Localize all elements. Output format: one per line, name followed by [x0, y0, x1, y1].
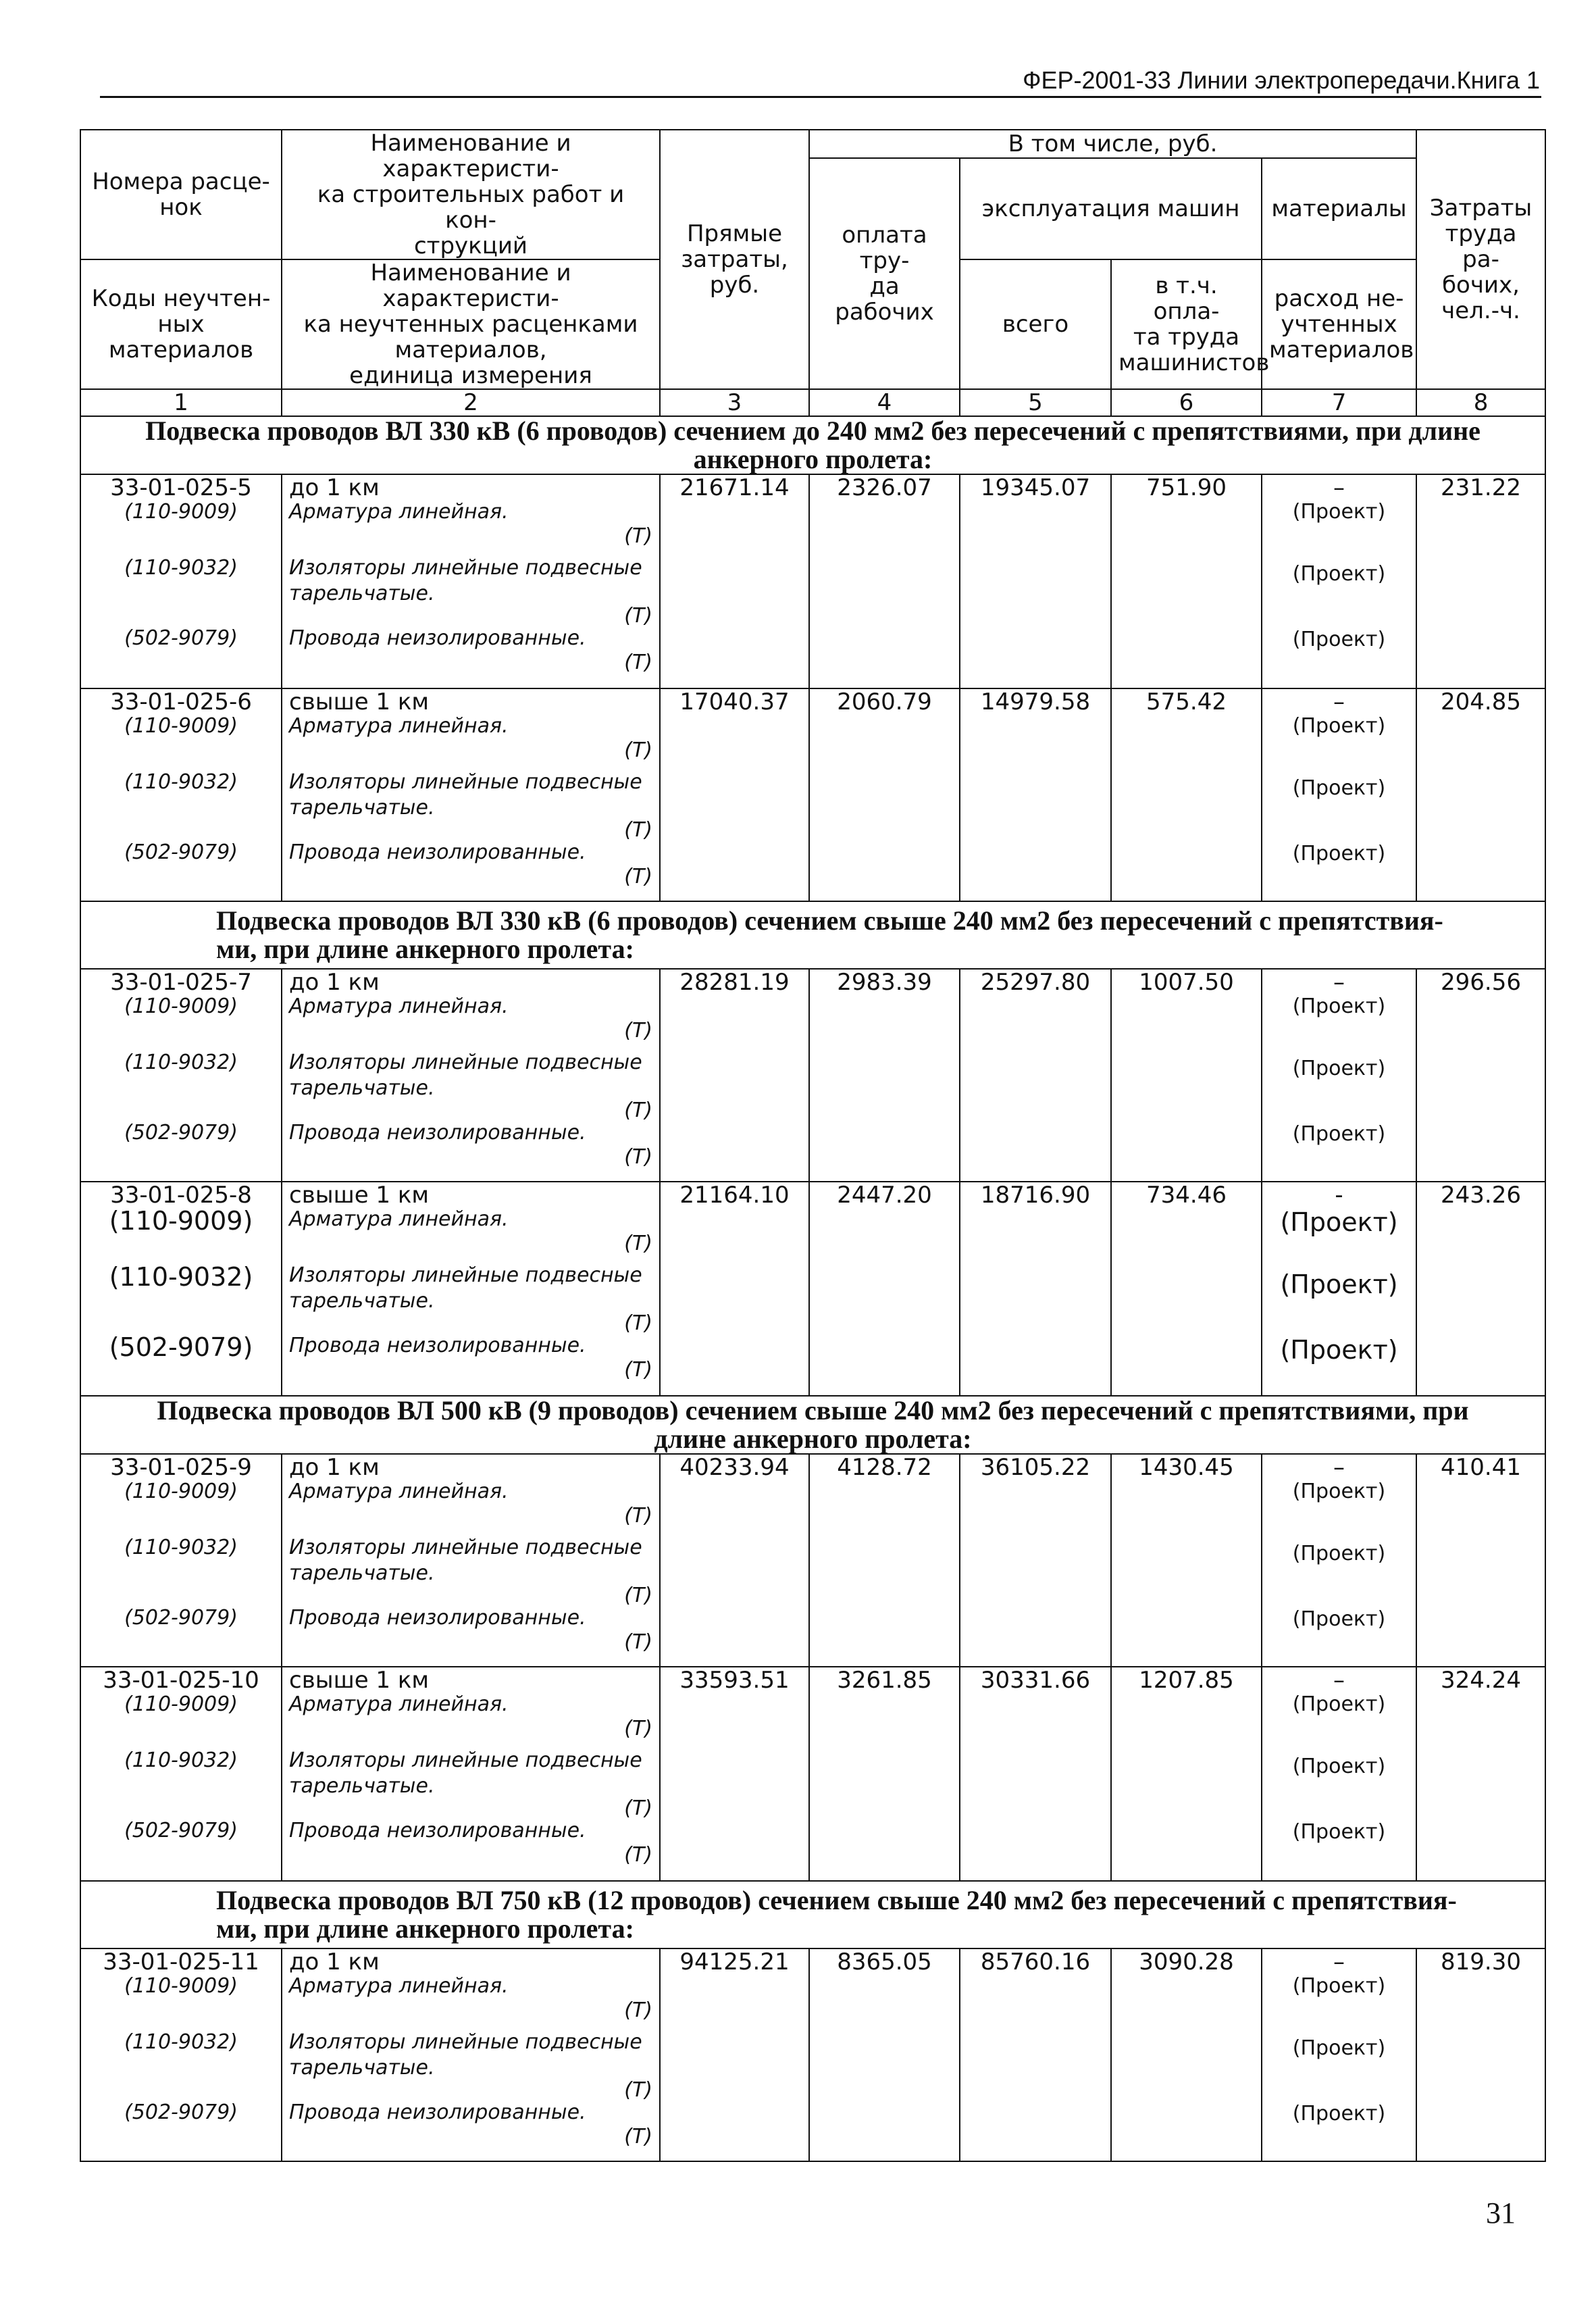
material-code: (110-9032) [124, 2030, 238, 2054]
page-number: 31 [1486, 2196, 1516, 2230]
material-unit: (Т) [624, 1630, 652, 1654]
materials-stack [1269, 970, 1409, 1180]
header-code-bottom: Коды неучтен- ных материалов [80, 259, 282, 389]
material-unit: (Т) [624, 1145, 652, 1169]
machines-total: 25297.80 [960, 969, 1111, 1182]
labor-costs: 243.26 [1416, 1182, 1545, 1396]
materials-stack [1269, 1667, 1409, 1879]
material-code: (110-9009) [124, 1692, 238, 1716]
operators-pay: 1430.45 [1111, 1454, 1262, 1667]
rate-code-cell [80, 1182, 282, 1396]
materials-cell [1262, 474, 1416, 688]
material-unit: (Т) [624, 1019, 652, 1042]
rate-code-cell [80, 1948, 282, 2161]
material-quantity: (Проект) [1292, 1542, 1386, 1565]
section-title: Подвеска проводов ВЛ 750 кВ (12 проводов) сечением свыше 240 мм2 без пересечений с препятствия- ми, при длине анкерного пролета: [80, 1881, 1545, 1948]
material-quantity: (Проект) [1292, 1122, 1386, 1146]
labor-costs: 819.30 [1416, 1948, 1545, 2161]
rate-name-stack [289, 1949, 652, 2159]
section-title: Подвеска проводов ВЛ 330 кВ (6 проводов) сечением свыше 240 мм2 без пересечений с препятствия- ми, при длине анкерного пролета: [80, 901, 1545, 969]
material-unit: (Т) [624, 1232, 652, 1255]
material-name: Провода неизолированные. [289, 1819, 586, 1842]
material-unit: (Т) [624, 1584, 652, 1607]
material-unit: (Т) [624, 651, 652, 674]
materials-value: - [1335, 1182, 1343, 1209]
material-quantity: (Проект) [1292, 842, 1386, 865]
work-name: свыше 1 км [289, 1667, 430, 1694]
rate-code-stack [88, 1949, 274, 2159]
header-rule [100, 96, 1541, 98]
direct-costs: 28281.19 [660, 969, 809, 1182]
operators-pay: 575.42 [1111, 688, 1262, 901]
material-name: Изоляторы линейные подвесные тарельчатые. [289, 1263, 642, 1313]
material-code: (110-9009) [109, 1206, 253, 1236]
materials-value: – [1333, 1667, 1345, 1694]
materials-cell [1262, 1182, 1416, 1396]
material-code: (110-9009) [124, 995, 238, 1018]
material-quantity: (Проект) [1292, 562, 1386, 586]
column-number: 6 [1111, 389, 1262, 416]
labor-pay: 2983.39 [809, 969, 960, 1182]
material-name: Изоляторы линейные подвесные тарельчатые. [289, 1749, 642, 1798]
materials-value: – [1333, 688, 1345, 715]
material-quantity: (Проект) [1292, 1820, 1386, 1844]
material-name: Арматура линейная. [289, 1692, 509, 1716]
material-name: Арматура линейная. [289, 995, 509, 1018]
rate-name-cell [282, 1182, 660, 1396]
header-machine-operation: эксплуатация машин [960, 158, 1262, 259]
rate-code: 33-01-025-5 [110, 474, 252, 501]
header-unaccounted-materials: расход не- учтенных материалов [1262, 259, 1416, 389]
material-name: Провода неизолированные. [289, 626, 586, 650]
rate-code-cell [80, 688, 282, 901]
material-name: Арматура линейная. [289, 1974, 509, 1998]
material-name: Изоляторы линейные подвесные тарельчатые. [289, 1051, 642, 1100]
direct-costs: 40233.94 [660, 1454, 809, 1667]
materials-stack [1269, 1182, 1409, 1394]
rate-name-stack [289, 475, 652, 686]
column-number-row [80, 389, 1545, 416]
rate-code-stack [88, 1182, 274, 1394]
material-name: Провода неизолированные. [289, 1606, 586, 1630]
material-name: Изоляторы линейные подвесные тарельчатые. [289, 556, 642, 605]
labor-costs: 296.56 [1416, 969, 1545, 1182]
rate-code-cell [80, 969, 282, 1182]
machines-total: 18716.90 [960, 1182, 1111, 1396]
rate-name-stack [289, 1455, 652, 1665]
rate-code: 33-01-025-11 [103, 1948, 259, 1976]
material-quantity: (Проект) [1292, 1057, 1386, 1080]
work-name: свыше 1 км [289, 1182, 430, 1209]
material-code: (502-9079) [109, 1332, 253, 1362]
material-unit: (Т) [624, 1717, 652, 1740]
material-unit: (Т) [624, 524, 652, 548]
header-name-bottom: Наименование и характеристи- ка неучтенных расценками материалов, единица измерения [282, 259, 660, 389]
rate-row [80, 1182, 1545, 1396]
direct-costs: 94125.21 [660, 1948, 809, 2161]
material-quantity: (Проект) [1292, 714, 1386, 738]
rate-code-cell [80, 1454, 282, 1667]
rate-code-stack [88, 1667, 274, 1879]
operators-pay: 3090.28 [1111, 1948, 1262, 2161]
machines-total: 30331.66 [960, 1667, 1111, 1881]
running-header: ФЕР-2001-33 Линии электропередачи.Книга 1 [1023, 66, 1540, 94]
material-name: Провода неизолированные. [289, 1334, 586, 1357]
header-direct-costs: Прямые затраты, руб. [660, 130, 809, 389]
rate-name-stack [289, 1182, 652, 1394]
material-unit: (Т) [624, 1998, 652, 2022]
material-quantity: (Проект) [1292, 1974, 1386, 1998]
column-number: 8 [1416, 389, 1545, 416]
rate-row [80, 1454, 1545, 1667]
header-machines-total: всего [960, 259, 1111, 389]
work-name: до 1 км [289, 1454, 380, 1481]
materials-cell [1262, 1454, 1416, 1667]
material-code: (502-9079) [124, 1121, 238, 1145]
rate-name-cell [282, 688, 660, 901]
rate-row [80, 1667, 1545, 1881]
rate-row [80, 474, 1545, 688]
material-quantity: (Проект) [1280, 1335, 1398, 1365]
material-name: Изоляторы линейные подвесные тарельчатые. [289, 2030, 642, 2080]
material-code: (110-9009) [124, 714, 238, 738]
materials-value: – [1333, 1948, 1345, 1976]
material-unit: (Т) [624, 1311, 652, 1335]
labor-pay: 8365.05 [809, 1948, 960, 2161]
material-code: (110-9032) [124, 1536, 238, 1559]
rate-name-cell [282, 1454, 660, 1667]
rate-code: 33-01-025-7 [110, 969, 252, 996]
material-code: (502-9079) [124, 1606, 238, 1630]
header-labor-pay: оплата тру- да рабочих [809, 158, 960, 389]
header-name-top: Наименование и характеристи- ка строительных работ и кон- струкций [282, 130, 660, 259]
materials-cell [1262, 969, 1416, 1182]
work-name: свыше 1 км [289, 688, 430, 715]
rate-name-stack [289, 1667, 652, 1879]
materials-value: – [1333, 1454, 1345, 1481]
material-code: (110-9032) [124, 770, 238, 794]
labor-costs: 410.41 [1416, 1454, 1545, 1667]
rate-code: 33-01-025-8 [110, 1182, 252, 1209]
section-title-row [80, 1881, 1545, 1948]
materials-cell [1262, 1667, 1416, 1881]
material-code: (110-9032) [109, 1262, 253, 1292]
material-quantity: (Проект) [1280, 1269, 1398, 1299]
material-quantity: (Проект) [1292, 500, 1386, 524]
work-name: до 1 км [289, 474, 380, 501]
direct-costs: 21671.14 [660, 474, 809, 688]
column-number: 2 [282, 389, 660, 416]
rate-row [80, 1948, 1545, 2161]
material-unit: (Т) [624, 2078, 652, 2102]
material-name: Арматура линейная. [289, 500, 509, 524]
machines-total: 85760.16 [960, 1948, 1111, 2161]
material-quantity: (Проект) [1292, 2036, 1386, 2060]
rate-name-cell [282, 1667, 660, 1881]
rate-row [80, 969, 1545, 1182]
materials-stack [1269, 1949, 1409, 2159]
material-code: (110-9009) [124, 500, 238, 524]
section-title: Подвеска проводов ВЛ 330 кВ (6 проводов) сечением до 240 мм2 без пересечений с препятствиями, при длине анкерного пролета: [80, 416, 1545, 474]
column-number: 4 [809, 389, 960, 416]
materials-cell [1262, 688, 1416, 901]
operators-pay: 1007.50 [1111, 969, 1262, 1182]
rate-row [80, 688, 1545, 901]
material-unit: (Т) [624, 818, 652, 842]
column-number: 5 [960, 389, 1111, 416]
material-quantity: (Проект) [1292, 776, 1386, 800]
material-unit: (Т) [624, 1796, 652, 1820]
material-name: Арматура линейная. [289, 1480, 509, 1503]
operators-pay: 1207.85 [1111, 1667, 1262, 1881]
materials-stack [1269, 1455, 1409, 1665]
material-unit: (Т) [624, 2125, 652, 2148]
materials-stack [1269, 689, 1409, 899]
material-name: Арматура линейная. [289, 714, 509, 738]
operators-pay: 751.90 [1111, 474, 1262, 688]
labor-costs: 231.22 [1416, 474, 1545, 688]
materials-value: – [1333, 969, 1345, 996]
column-number: 7 [1262, 389, 1416, 416]
material-name: Изоляторы линейные подвесные тарельчатые. [289, 1536, 642, 1585]
material-code: (502-9079) [124, 2101, 238, 2124]
material-name: Изоляторы линейные подвесные тарельчатые. [289, 770, 642, 820]
column-number: 3 [660, 389, 809, 416]
material-code: (502-9079) [124, 840, 238, 864]
material-code: (502-9079) [124, 1819, 238, 1842]
header-materials: материалы [1262, 158, 1416, 259]
material-quantity: (Проект) [1292, 1480, 1386, 1503]
labor-costs: 204.85 [1416, 688, 1545, 901]
rates-table [80, 129, 1546, 2162]
materials-value: – [1333, 474, 1345, 501]
direct-costs: 21164.10 [660, 1182, 809, 1396]
material-quantity: (Проект) [1292, 1607, 1386, 1631]
material-name: Провода неизолированные. [289, 840, 586, 864]
rate-code: 33-01-025-10 [103, 1667, 259, 1694]
material-unit: (Т) [624, 865, 652, 888]
rate-name-cell [282, 474, 660, 688]
header-code-top: Номера расце- нок [80, 130, 282, 259]
material-unit: (Т) [624, 738, 652, 762]
rate-name-stack [289, 970, 652, 1180]
material-quantity: (Проект) [1292, 995, 1386, 1018]
rate-name-cell [282, 1948, 660, 2161]
material-code: (110-9032) [124, 1051, 238, 1074]
header-labor-costs: Затраты труда ра- бочих, чел.-ч. [1416, 130, 1545, 389]
material-unit: (Т) [624, 1504, 652, 1528]
material-unit: (Т) [624, 1843, 652, 1867]
column-number: 1 [80, 389, 282, 416]
rate-name-stack [289, 689, 652, 899]
labor-pay: 2060.79 [809, 688, 960, 901]
operators-pay: 734.46 [1111, 1182, 1262, 1396]
machines-total: 19345.07 [960, 474, 1111, 688]
material-quantity: (Проект) [1292, 1692, 1386, 1716]
machines-total: 14979.58 [960, 688, 1111, 901]
rate-code-cell [80, 1667, 282, 1881]
rate-code-stack [88, 475, 274, 686]
material-unit: (Т) [624, 604, 652, 628]
material-quantity: (Проект) [1292, 2102, 1386, 2126]
material-unit: (Т) [624, 1099, 652, 1122]
material-quantity: (Проект) [1280, 1207, 1398, 1237]
materials-stack [1269, 475, 1409, 686]
material-name: Арматура линейная. [289, 1207, 509, 1231]
direct-costs: 17040.37 [660, 688, 809, 901]
rate-code-cell [80, 474, 282, 688]
material-code: (502-9079) [124, 626, 238, 650]
labor-pay: 4128.72 [809, 1454, 960, 1667]
material-name: Провода неизолированные. [289, 1121, 586, 1145]
rate-name-cell [282, 969, 660, 1182]
material-code: (110-9009) [124, 1480, 238, 1503]
material-quantity: (Проект) [1292, 1755, 1386, 1778]
section-title-row [80, 901, 1545, 969]
rate-code: 33-01-025-6 [110, 688, 252, 715]
material-code: (110-9032) [124, 556, 238, 580]
material-name: Провода неизолированные. [289, 2101, 586, 2124]
labor-pay: 2326.07 [809, 474, 960, 688]
labor-pay: 3261.85 [809, 1667, 960, 1881]
labor-pay: 2447.20 [809, 1182, 960, 1396]
rate-code: 33-01-025-9 [110, 1454, 252, 1481]
work-name: до 1 км [289, 1948, 380, 1976]
machines-total: 36105.22 [960, 1454, 1111, 1667]
labor-costs: 324.24 [1416, 1667, 1545, 1881]
material-quantity: (Проект) [1292, 628, 1386, 651]
work-name: до 1 км [289, 969, 380, 996]
material-code: (110-9009) [124, 1974, 238, 1998]
rates-table-body [80, 130, 1545, 2161]
section-title: Подвеска проводов ВЛ 500 кВ (9 проводов) сечением свыше 240 мм2 без пересечений с препятствиями, при длине анкерного пролета: [80, 1396, 1545, 1454]
rate-code-stack [88, 1455, 274, 1665]
section-title-row [80, 416, 1545, 474]
section-title-row [80, 1396, 1545, 1454]
materials-cell [1262, 1948, 1416, 2161]
direct-costs: 33593.51 [660, 1667, 809, 1881]
header-operators-pay: в т.ч. опла- та труда машинистов [1111, 259, 1262, 389]
material-code: (110-9032) [124, 1749, 238, 1772]
rate-code-stack [88, 970, 274, 1180]
material-unit: (Т) [624, 1358, 652, 1382]
header-including: В том числе, руб. [809, 130, 1416, 158]
rate-code-stack [88, 689, 274, 899]
